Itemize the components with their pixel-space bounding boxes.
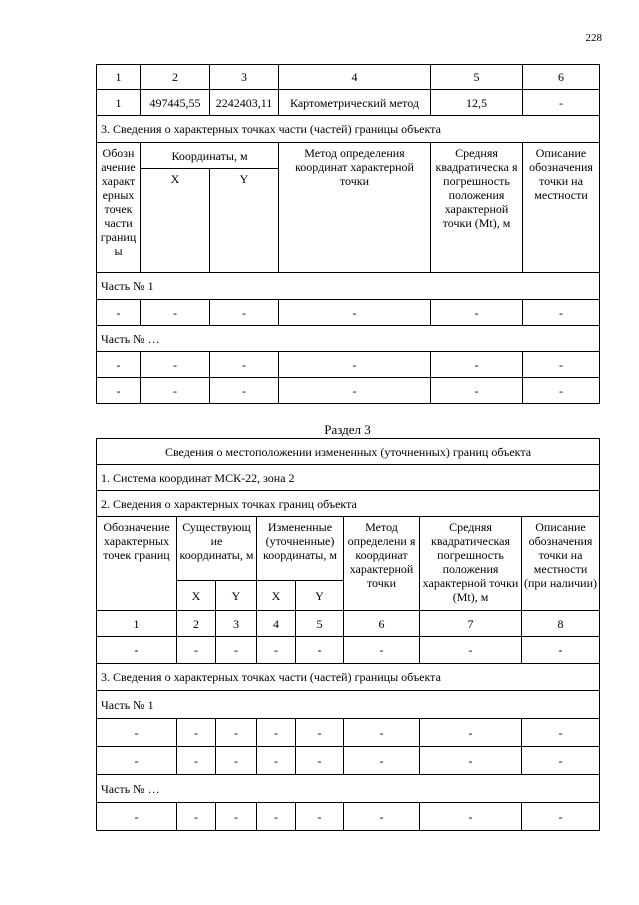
table-row [97,803,600,831]
col-header-x: X [257,581,296,611]
cell: - [210,378,279,404]
col-number: 4 [257,611,296,637]
cell: - [296,747,344,775]
cell: - [279,300,431,326]
section-heading: 3. Сведения о характерных точках части (частей) границы объекта [97,664,600,691]
points-table-continued [96,64,600,404]
cell: - [97,637,177,664]
col-header-y: Y [296,581,344,611]
table-row [97,378,600,404]
col-header-method: Метод определени я координат характерной точки [344,517,420,611]
cell: - [523,378,600,404]
cell: - [216,747,257,775]
cell: - [97,747,177,775]
col-number: 6 [344,611,420,637]
col-number: 5 [296,611,344,637]
cell: - [522,719,600,747]
col-number: 4 [279,65,431,90]
col-header-point: Обозн ачение характ ерных точек части границ ы [97,143,141,273]
table-row [97,637,600,664]
col-header-x: X [177,581,216,611]
col-number: 2 [177,611,216,637]
cell: - [141,352,210,378]
cell: - [97,803,177,831]
page-number: 228 [585,32,602,44]
cell: - [344,637,420,664]
cell: - [344,719,420,747]
cell: - [523,90,600,116]
cell: - [141,378,210,404]
cell: - [97,352,141,378]
cell: 12,5 [431,90,523,116]
column-number-row [97,65,600,90]
table-title: Сведения о местоположении измененных (уточненных) границ объекта [97,439,600,465]
cell: - [141,300,210,326]
cell: - [420,803,522,831]
cell: - [177,803,216,831]
cell: - [431,378,523,404]
cell: - [523,300,600,326]
col-header-error: Средняя квадратическая погрешность положения характерной точки (Mt), м [420,517,522,611]
cell: - [210,300,279,326]
col-header-coords: Координаты, м [141,143,279,169]
cell: - [522,637,600,664]
col-header-description: Описание обозначения точки на местности (при наличии) [522,517,600,611]
col-header-x: X [141,169,210,273]
coord-system: 1. Система координат МСК-22, зона 2 [97,465,600,491]
cell: - [522,803,600,831]
col-number: 3 [210,65,279,90]
col-number: 7 [420,611,522,637]
table-row [97,747,600,775]
section-heading: 3. Сведения о характерных точках части (частей) границы объекта [97,116,600,143]
cell: - [97,719,177,747]
cell: - [257,803,296,831]
cell: - [522,747,600,775]
cell: - [296,719,344,747]
cell: - [431,352,523,378]
cell: - [296,637,344,664]
cell: - [97,300,141,326]
table-row [97,352,600,378]
cell: - [344,803,420,831]
cell: - [523,352,600,378]
col-header-existing: Существующ ие координаты, м [177,517,257,581]
col-number: 8 [522,611,600,637]
cell: Картометрический метод [279,90,431,116]
cell: - [216,719,257,747]
cell: - [177,637,216,664]
part-label: Часть № 1 [97,691,600,719]
section-title: Раздел 3 [324,422,371,437]
cell: - [279,378,431,404]
part-label: Часть № … [97,326,600,352]
cell: 497445,55 [141,90,210,116]
col-header-point: Обозначение характерных точек границ [97,517,177,611]
col-header-y: Y [216,581,257,611]
part-label: Часть № 1 [97,273,600,300]
cell: - [431,300,523,326]
col-number: 3 [216,611,257,637]
col-number: 2 [141,65,210,90]
col-number: 5 [431,65,523,90]
cell: - [296,803,344,831]
table-row [97,90,600,116]
col-header-y: Y [210,169,279,273]
part-label: Часть № … [97,775,600,803]
col-number: 1 [97,65,141,90]
cell: - [257,747,296,775]
col-number: 1 [97,611,177,637]
column-number-row [97,611,600,637]
section-heading: 2. Сведения о характерных точках границ объекта [97,491,600,517]
cell: 1 [97,90,141,116]
cell: - [177,747,216,775]
cell: - [177,719,216,747]
cell: - [216,803,257,831]
cell: - [344,747,420,775]
table-row [97,719,600,747]
col-header-description: Описание обозначения точки на местности [523,143,600,273]
table-row [97,300,600,326]
cell: - [257,719,296,747]
changed-boundaries-table [96,438,600,831]
cell: - [420,747,522,775]
cell: - [279,352,431,378]
col-header-changed: Измененные (уточненные) координаты, м [257,517,344,581]
cell: - [210,352,279,378]
cell: - [420,637,522,664]
cell: - [420,719,522,747]
cell: 2242403,11 [210,90,279,116]
col-number: 6 [523,65,600,90]
col-header-method: Метод определения координат характерной точки [279,143,431,273]
cell: - [216,637,257,664]
cell: - [257,637,296,664]
cell: - [97,378,141,404]
col-header-error: Средняя квадратическа я погрешность положения характерной точки (Mt), м [431,143,523,273]
